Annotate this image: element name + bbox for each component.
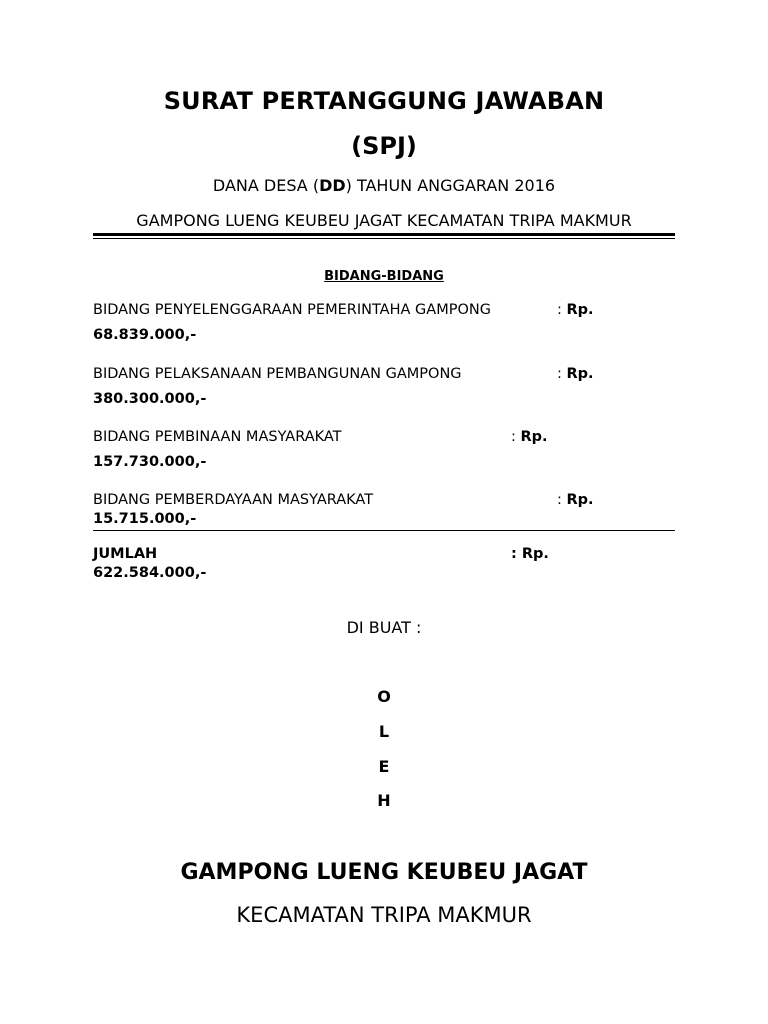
item-amount: 157.730.000,- xyxy=(93,454,207,470)
item-colon: : xyxy=(557,492,567,508)
item-label: BIDANG PEMBERDAYAAN MASYARAKAT xyxy=(93,492,374,508)
fund-year-line xyxy=(0,175,768,197)
header-divider-thick xyxy=(93,233,675,236)
item-colon-currency xyxy=(557,300,594,320)
location-line: GAMPONG LUENG KEUBEU JAGAT KECAMATAN TRIPA MAKMUR xyxy=(136,211,632,230)
item-label: BIDANG PELAKSANAAN PEMBANGUNAN GAMPONG xyxy=(93,366,462,382)
item-label: BIDANG PEMBINAAN MASYARAKAT xyxy=(93,429,342,445)
item-colon: : xyxy=(557,366,567,382)
total-amount: 622.584.000,- xyxy=(93,565,207,581)
item-amount: 15.715.000,- xyxy=(93,511,197,527)
fund-year-suffix: ) TAHUN ANGGARAN 2016 xyxy=(345,176,556,195)
made-by-label: DI BUAT : xyxy=(346,618,422,637)
oleh-letter: O xyxy=(377,687,391,706)
item-currency: Rp. xyxy=(566,492,594,508)
item-colon: : xyxy=(511,429,521,445)
document-title: SURAT PERTANGGUNG JAWABAN xyxy=(163,87,605,115)
item-currency: Rp. xyxy=(520,429,548,445)
footer-village-name: GAMPONG LUENG KEUBEU JAGAT xyxy=(180,860,588,885)
item-colon-currency xyxy=(557,490,594,510)
item-currency: Rp. xyxy=(566,366,594,382)
footer-district-name: KECAMATAN TRIPA MAKMUR xyxy=(236,903,532,927)
header-divider-thin xyxy=(93,238,675,239)
oleh-letter: L xyxy=(378,722,390,741)
oleh-letter: E xyxy=(378,757,390,776)
fund-year-prefix: DANA DESA ( xyxy=(212,176,320,195)
item-colon-currency xyxy=(511,427,548,447)
oleh-letter: H xyxy=(377,791,391,810)
item-amount: 68.839.000,- xyxy=(93,327,197,343)
total-label: JUMLAH xyxy=(93,546,158,562)
total-currency: : Rp. xyxy=(511,546,549,562)
total-divider xyxy=(93,530,675,531)
item-colon-currency xyxy=(557,364,594,384)
item-colon: : xyxy=(557,302,567,318)
fund-abbrev: DD xyxy=(319,176,346,195)
item-label: BIDANG PENYELENGGARAAN PEMERINTAHA GAMPONG xyxy=(93,302,491,318)
document-title-abbrev: (SPJ) xyxy=(351,132,417,160)
section-heading: BIDANG-BIDANG xyxy=(324,269,444,284)
item-currency: Rp. xyxy=(566,302,594,318)
item-amount: 380.300.000,- xyxy=(93,391,207,407)
